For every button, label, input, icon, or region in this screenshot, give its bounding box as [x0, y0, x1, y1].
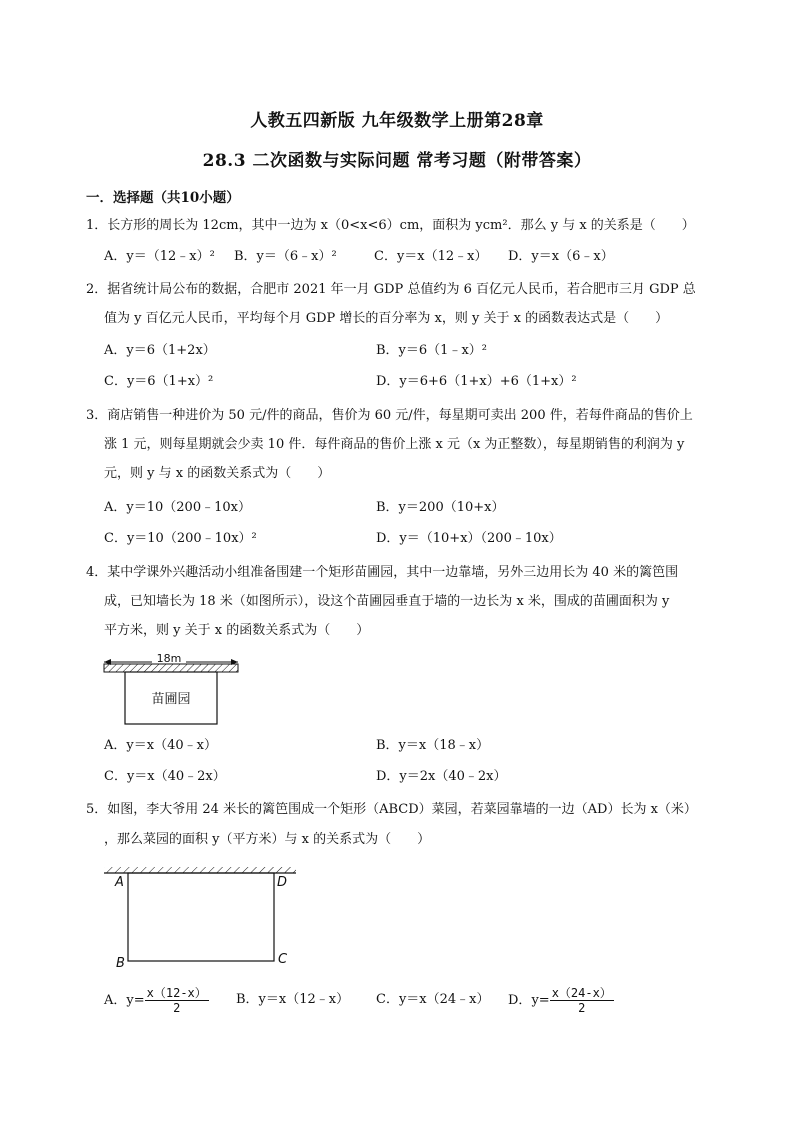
q1-stem: 1．长方形的周长为 12cm，其中一边为 x（0<x<6）cm，面积为 ycm²．那么 y 与 x 的关系是（ ） — [86, 218, 695, 233]
q5-option-d-prefix: D． — [508, 993, 532, 1008]
q3-stem-line1: 3．商店销售一种进价为 50 元/件的商品，售价为 60 元/件，每星期可卖出 200 件，若每件商品的售价上 — [86, 408, 693, 423]
q2-option-d: D．y＝6+6（1+x）+6（1+x）² — [376, 374, 577, 389]
q4-option-b: B．y＝x（18﹣x） — [376, 738, 490, 753]
q1-option-d: D．y＝x（6﹣x） — [508, 249, 614, 264]
fraction-denominator: 2 — [578, 1001, 586, 1015]
q4-option-c: C．y＝x（40﹣2x） — [104, 769, 226, 784]
document-subtitle: 28.3 二次函数与实际问题 常考习题（附带答案） — [202, 151, 592, 171]
q5-option-d-lhs: y= — [531, 993, 550, 1008]
q2-option-b: B．y＝6（1﹣x）² — [376, 343, 487, 358]
q3-stem-line3: 元，则 y 与 x 的函数关系式为（ ） — [104, 466, 331, 481]
q5-option-c: C．y＝x（24﹣x） — [376, 992, 490, 1007]
q5-option-a-prefix: A． — [104, 993, 127, 1008]
q2-option-a: A．y＝6（1+2x） — [104, 343, 216, 358]
q5-option-a — [104, 986, 209, 1015]
nursery-garden-figure — [100, 652, 242, 728]
q4-stem-line2: 成，已知墙长为 18 米（如图所示），设这个苗圃园垂直于墙的一边长为 x 米，围成的苗圃面积为 y — [104, 594, 670, 609]
q5-option-a-fraction — [145, 986, 209, 1015]
q4-stem-line3: 平方米，则 y 关于 x 的函数关系式为（ ） — [104, 623, 370, 638]
vertex-d-label: D — [277, 875, 288, 890]
vegetable-garden-figure — [100, 862, 300, 970]
q3-option-a: A．y＝10（200﹣10x） — [104, 500, 251, 515]
q2-stem-line1: 2．据省统计局公布的数据，合肥市 2021 年一月 GDP 总值约为 6 百亿元人民币，若合肥市三月 GDP 总 — [86, 282, 696, 297]
document-title: 人教五四新版 九年级数学上册第28章 — [250, 111, 544, 131]
q4-option-d: D．y＝2x（40﹣2x） — [376, 769, 507, 784]
q3-option-c: C．y＝10（200﹣10x）² — [104, 531, 257, 546]
q1-option-a: A．y＝（12﹣x）² — [104, 249, 215, 264]
fraction-denominator: 2 — [173, 1001, 181, 1015]
fraction-numerator: x（12-x） — [146, 986, 207, 1000]
q4-stem-line1: 4．某中学课外兴趣活动小组准备围建一个矩形苗圃园，其中一边靠墙，另外三边用长为 40 米的篱笆围 — [86, 565, 679, 580]
section-heading: 一．选择题（共10小题） — [86, 190, 240, 206]
vertex-c-label: C — [278, 952, 288, 967]
vertex-b-label: B — [116, 956, 125, 970]
q5-stem-line2: ，那么菜园的面积 y（平方米）与 x 的关系式为（ ） — [104, 832, 431, 847]
wall-length-label: 18m — [156, 652, 182, 665]
q5-stem-line1: 5．如图，李大爷用 24 米长的篱笆围成一个矩形（ABCD）菜园，若菜园靠墙的一边（AD）长为 x（米） — [86, 802, 697, 817]
q1-option-c: C．y＝x（12﹣x） — [374, 249, 488, 264]
garden-label: 苗圃园 — [151, 692, 191, 707]
wall-hatch — [104, 867, 296, 873]
q5-option-b: B．y＝x（12﹣x） — [236, 992, 350, 1007]
q3-option-b: B．y＝200（10+x） — [376, 500, 505, 515]
q3-stem-line2: 涨 1 元，则每星期就会少卖 10 件．每件商品的售价上涨 x 元（x 为正整数），每星期销售的利润为 y — [104, 437, 685, 452]
wall-hatch — [104, 664, 238, 672]
q2-stem-line2: 值为 y 百亿元人民币，平均每个月 GDP 增长的百分率为 x，则 y 关于 x 的函数表达式是（ ） — [104, 311, 669, 326]
fraction-numerator: x（24-x） — [551, 986, 612, 1000]
q5-option-d-fraction — [550, 986, 614, 1015]
q4-option-a: A．y＝x（40﹣x） — [104, 738, 217, 753]
q5-option-d — [508, 986, 614, 1015]
q3-option-d: D．y＝（10+x）（200﹣10x） — [376, 531, 562, 546]
q5-option-a-lhs: y= — [126, 993, 145, 1008]
vertex-a-label: A — [115, 875, 124, 890]
q1-option-b: B．y＝（6﹣x）² — [234, 249, 337, 264]
garden-rectangle — [128, 873, 274, 961]
q2-option-c: C．y＝6（1+x）² — [104, 374, 214, 389]
